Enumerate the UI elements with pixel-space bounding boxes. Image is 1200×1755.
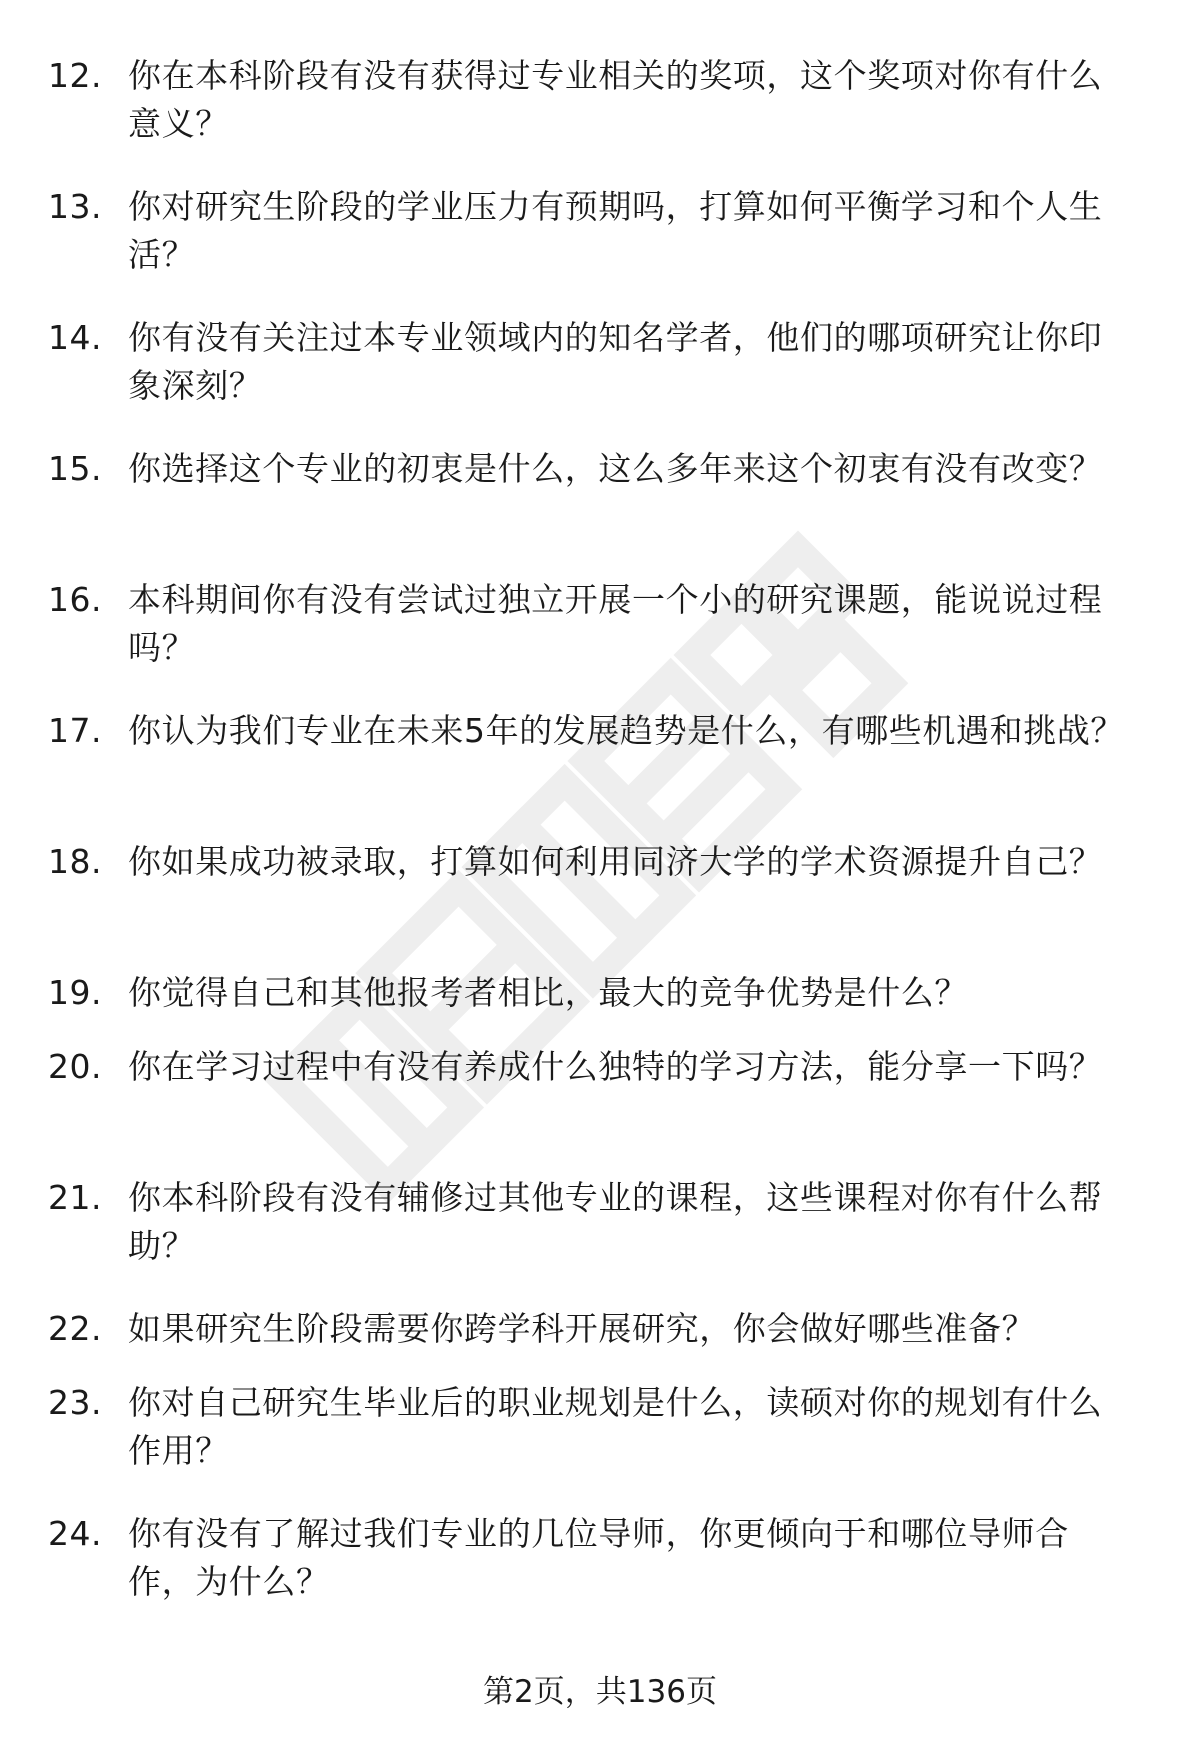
question-list bbox=[48, 52, 1148, 1641]
question-text: 你对自己研究生毕业后的职业规划是什么，读硕对你的规划有什么作用？ bbox=[128, 1383, 1103, 1470]
list-item bbox=[48, 969, 1148, 1043]
list-item bbox=[48, 314, 1148, 445]
list-item bbox=[48, 183, 1148, 314]
list-item bbox=[48, 52, 1148, 183]
question-text: 如果研究生阶段需要你跨学科开展研究，你会做好哪些准备？ bbox=[128, 1309, 1036, 1348]
question-text: 你对研究生阶段的学业压力有预期吗，打算如何平衡学习和个人生活？ bbox=[128, 187, 1103, 274]
question-text: 你觉得自己和其他报考者相比，最大的竞争优势是什么？ bbox=[128, 973, 968, 1012]
question-number: 16. bbox=[48, 580, 102, 619]
question-number: 18. bbox=[48, 842, 102, 881]
question-text: 你在学习过程中有没有养成什么独特的学习方法，能分享一下吗？ bbox=[128, 1047, 1103, 1086]
question-text: 你在本科阶段有没有获得过专业相关的奖项，这个奖项对你有什么意义？ bbox=[128, 56, 1103, 143]
list-item bbox=[48, 1043, 1148, 1174]
page-footer: 第2页，共136页 bbox=[483, 1674, 717, 1710]
question-text: 你选择这个专业的初衷是什么，这么多年来这个初衷有没有改变？ bbox=[128, 449, 1103, 488]
question-number: 21. bbox=[48, 1178, 102, 1217]
question-text: 你本科阶段有没有辅修过其他专业的课程，这些课程对你有什么帮助？ bbox=[128, 1178, 1103, 1265]
question-number: 19. bbox=[48, 973, 102, 1012]
question-text: 本科期间你有没有尝试过独立开展一个小的研究课题，能说说过程吗？ bbox=[128, 580, 1103, 667]
question-number: 22. bbox=[48, 1309, 102, 1348]
list-item bbox=[48, 445, 1148, 576]
list-item bbox=[48, 1510, 1148, 1641]
question-text: 你如果成功被录取，打算如何利用同济大学的学术资源提升自己？ bbox=[128, 842, 1103, 881]
question-text: 你认为我们专业在未来5年的发展趋势是什么，有哪些机遇和挑战？ bbox=[128, 711, 1124, 750]
question-number: 17. bbox=[48, 711, 102, 750]
question-number: 13. bbox=[48, 187, 102, 226]
question-number: 15. bbox=[48, 449, 102, 488]
question-text: 你有没有关注过本专业领域内的知名学者，他们的哪项研究让你印象深刻？ bbox=[128, 318, 1103, 405]
list-item bbox=[48, 838, 1148, 969]
question-number: 24. bbox=[48, 1514, 102, 1553]
list-item bbox=[48, 576, 1148, 707]
question-text: 你有没有了解过我们专业的几位导师，你更倾向于和哪位导师合作，为什么？ bbox=[128, 1514, 1069, 1601]
list-item bbox=[48, 1305, 1148, 1379]
question-number: 23. bbox=[48, 1383, 102, 1422]
list-item bbox=[48, 707, 1148, 838]
list-item bbox=[48, 1379, 1148, 1510]
question-number: 14. bbox=[48, 318, 102, 357]
list-item bbox=[48, 1174, 1148, 1305]
question-number: 12. bbox=[48, 56, 102, 95]
question-number: 20. bbox=[48, 1047, 102, 1086]
